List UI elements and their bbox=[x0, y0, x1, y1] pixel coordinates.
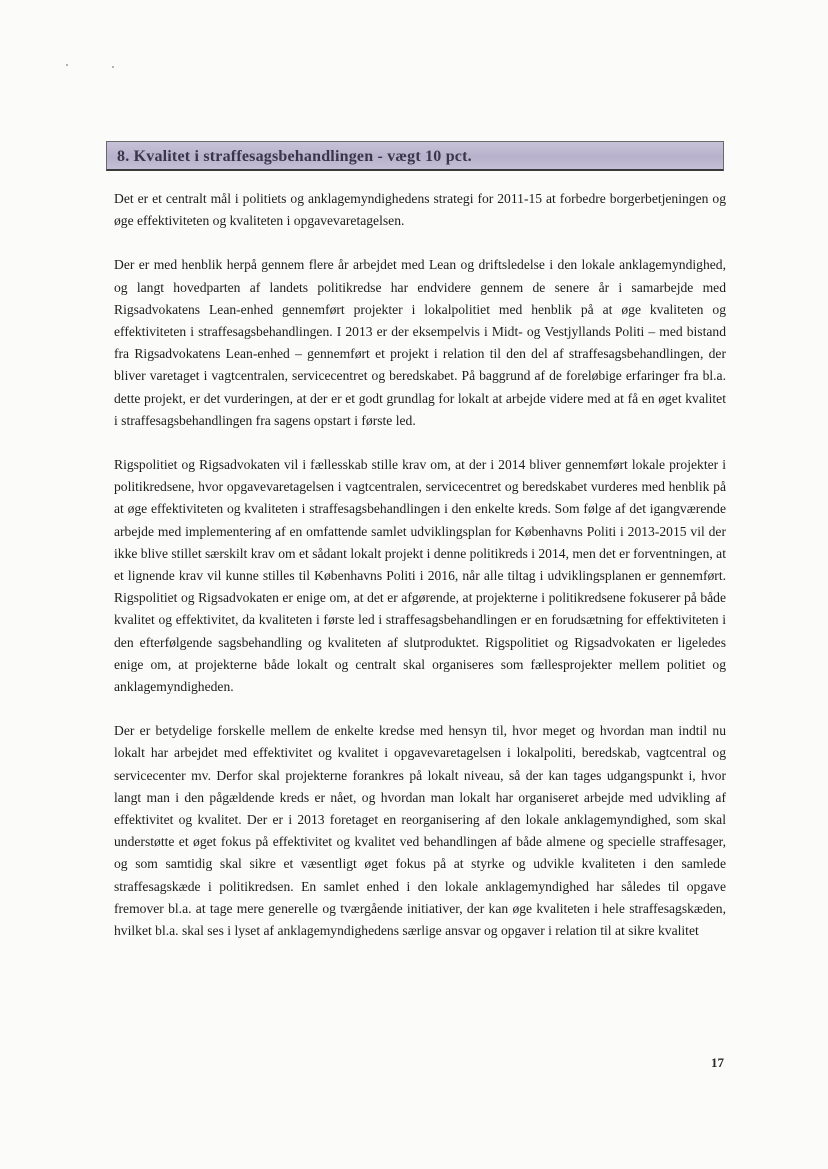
section-heading-bar bbox=[106, 141, 724, 171]
scan-speck bbox=[66, 64, 68, 66]
scan-speck bbox=[112, 66, 114, 68]
section-heading: 8. Kvalitet i straffesagsbehandlingen - vægt 10 pct. bbox=[117, 148, 472, 165]
paragraph-4: Der er betydelige forskelle mellem de enkelte kredse med hensyn til, hvor meget og hvordan man indtil nu lokalt har arbejdet med effektivitet og kvalitet i opgavevaretagelsen i lokalpoliti, beredskab, vagtcentral og servicecenter mv. Derfor skal projekterne forankres på lokalt niveau, så der kan tages udgangspunkt i, hvor langt man i den pågældende kreds er nået, og hvordan man lokalt har organiseret arbejde med udvikling af effektivitet og kvalitet. Der er i 2013 foretaget en reorganisering af den lokale anklagemyndighed, som skal understøtte et øget fokus på effektivitet og kvalitet ved behandlingen af både almene og specielle straffesager, og som samtidig skal sikre et væsentligt øget fokus på at styrke og udvikle kvaliteten i den samlede straffesagskæde i politikredsen. En samlet enhed i den lokale anklagemyndighed har således til opgave fremover bl.a. at tage mere generelle og tværgående initiativer, der kan øge kvaliteten i hele straffesagskæden, hvilket bl.a. skal ses i lyset af anklagemyndighedens særlige ansvar og opgaver i relation til at sikre kvalitet bbox=[114, 723, 726, 939]
body-text bbox=[114, 188, 726, 964]
paragraph-2: Der er med henblik herpå gennem flere år arbejdet med Lean og driftsledelse i den lokale anklagemyndighed, og langt hovedparten af landets politikredse har endvidere gennem de senere år i samarbejde med Rigsadvokatens Lean-enhed gennemført projekter i lokalpolitiet med henblik på at øge kvaliteten og effektiviteten i straffesagsbehandlingen. I 2013 er der eksempelvis i Midt- og Vestjyllands Politi – med bistand fra Rigsadvokatens Lean-enhed – gennemført et projekt i relation til den del af straffesagsbehandlingen, der bliver varetaget i vagtcentralen, servicecentret og beredskabet. På baggrund af de foreløbige erfaringer fra bl.a. dette projekt, er det vurderingen, at der er et godt grundlag for lokalt at arbejde videre med at få en øget kvalitet i straffesagsbehandlingen fra sagens opstart i første led. bbox=[114, 257, 726, 428]
paragraph-3: Rigspolitiet og Rigsadvokaten vil i fællesskab stille krav om, at der i 2014 bliver gennemført lokale projekter i politikredsene, hvor opgavevaretagelsen i vagtcentralen, servicecentret og beredskabet vurderes med henblik på at øge effektiviteten og kvaliteten i straffesagsbehandlingen i den enkelte kreds. Som følge af det igangværende arbejde med implementering af en omfattende samlet udviklingsplan for Københavns Politi i 2013-2015 vil der ikke blive stillet særskilt krav om et sådant lokalt projekt i denne politikreds i 2014, men det er forventningen, at et lignende krav vil kunne stilles til Københavns Politi i 2016, når alle tiltag i udviklingsplanen er gennemført. Rigspolitiet og Rigsadvokaten er enige om, at det er afgørende, at projekterne i politikredsene fokuserer på både kvalitet og effektivitet, da kvaliteten i første led i straffesagsbehandlingen er en forudsætning for effektiviteten i den efterfølgende sagsbehandling og kvaliteten af slutproduktet. Rigspolitiet og Rigsadvokaten er ligeledes enige om, at projekterne både lokalt og centralt skal organiseres som fællesprojekter mellem politiet og anklagemyndigheden. bbox=[114, 457, 726, 695]
page-number: 17 bbox=[711, 1055, 724, 1070]
paragraph-1: Det er et centralt mål i politiets og anklagemyndighedens strategi for 2011-15 at forbedre borgerbetjeningen og øge effektiviteten og kvaliteten i opgavevaretagelsen. bbox=[114, 191, 726, 229]
